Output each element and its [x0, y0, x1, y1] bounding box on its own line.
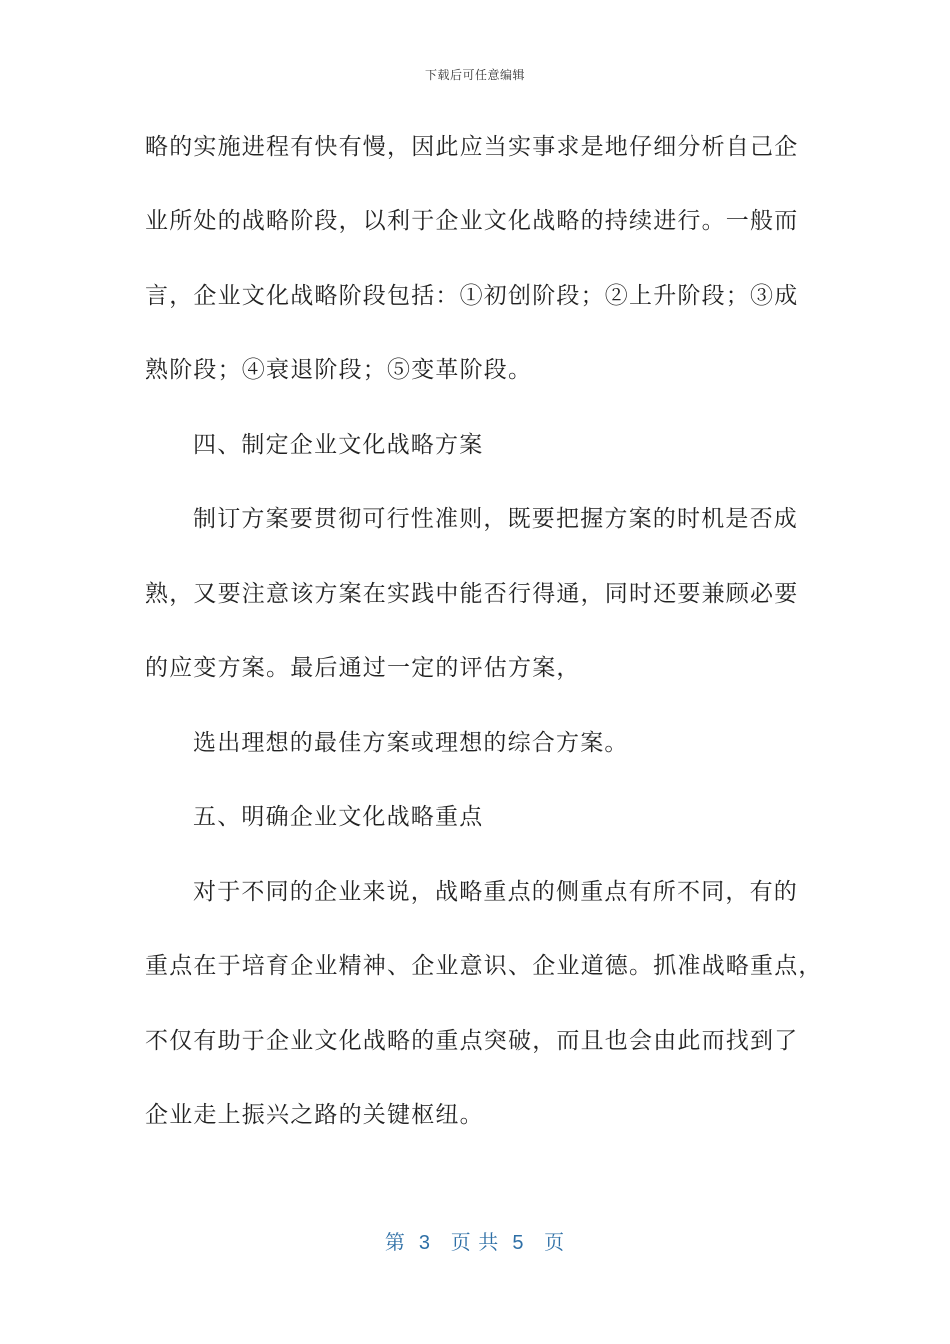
paragraph-line: 的应变方案。最后通过一定的评估方案，: [145, 655, 581, 681]
paragraph-line: 言，企业文化战略阶段包括：①初创阶段；②上升阶段；③成: [145, 283, 799, 309]
paragraph-line: 熟，又要注意该方案在实践中能否行得通，同时还要兼顾必要: [145, 581, 799, 607]
section-heading: 五、明确企业文化战略重点: [193, 804, 484, 830]
page-number-footer: 第 3 页 共 5 页: [384, 1232, 566, 1254]
paragraph-line: 熟阶段；④衰退阶段；⑤变革阶段。: [145, 357, 533, 383]
paragraph-line: 制订方案要贯彻可行性准则，既要把握方案的时机是否成: [193, 506, 798, 532]
paragraph-line: 略的实施进程有快有慢，因此应当实事求是地仔细分析自己企: [145, 134, 799, 160]
page-header: 下载后可任意编辑: [424, 68, 525, 82]
paragraph-line: 对于不同的企业来说，战略重点的侧重点有所不同，有的: [193, 879, 798, 905]
paragraph-line: 选出理想的最佳方案或理想的综合方案。: [193, 730, 629, 756]
section-heading: 四、制定企业文化战略方案: [193, 432, 484, 458]
paragraph-line: 不仅有助于企业文化战略的重点突破，而且也会由此而找到了: [145, 1028, 799, 1054]
paragraph-line: 重点在于培育企业精神、企业意识、企业道德。抓准战略重点，: [145, 953, 823, 979]
paragraph-line: 业所处的战略阶段，以利于企业文化战略的持续进行。一般而: [145, 208, 799, 234]
paragraph-line: 企业走上振兴之路的关键枢纽。: [145, 1102, 484, 1128]
